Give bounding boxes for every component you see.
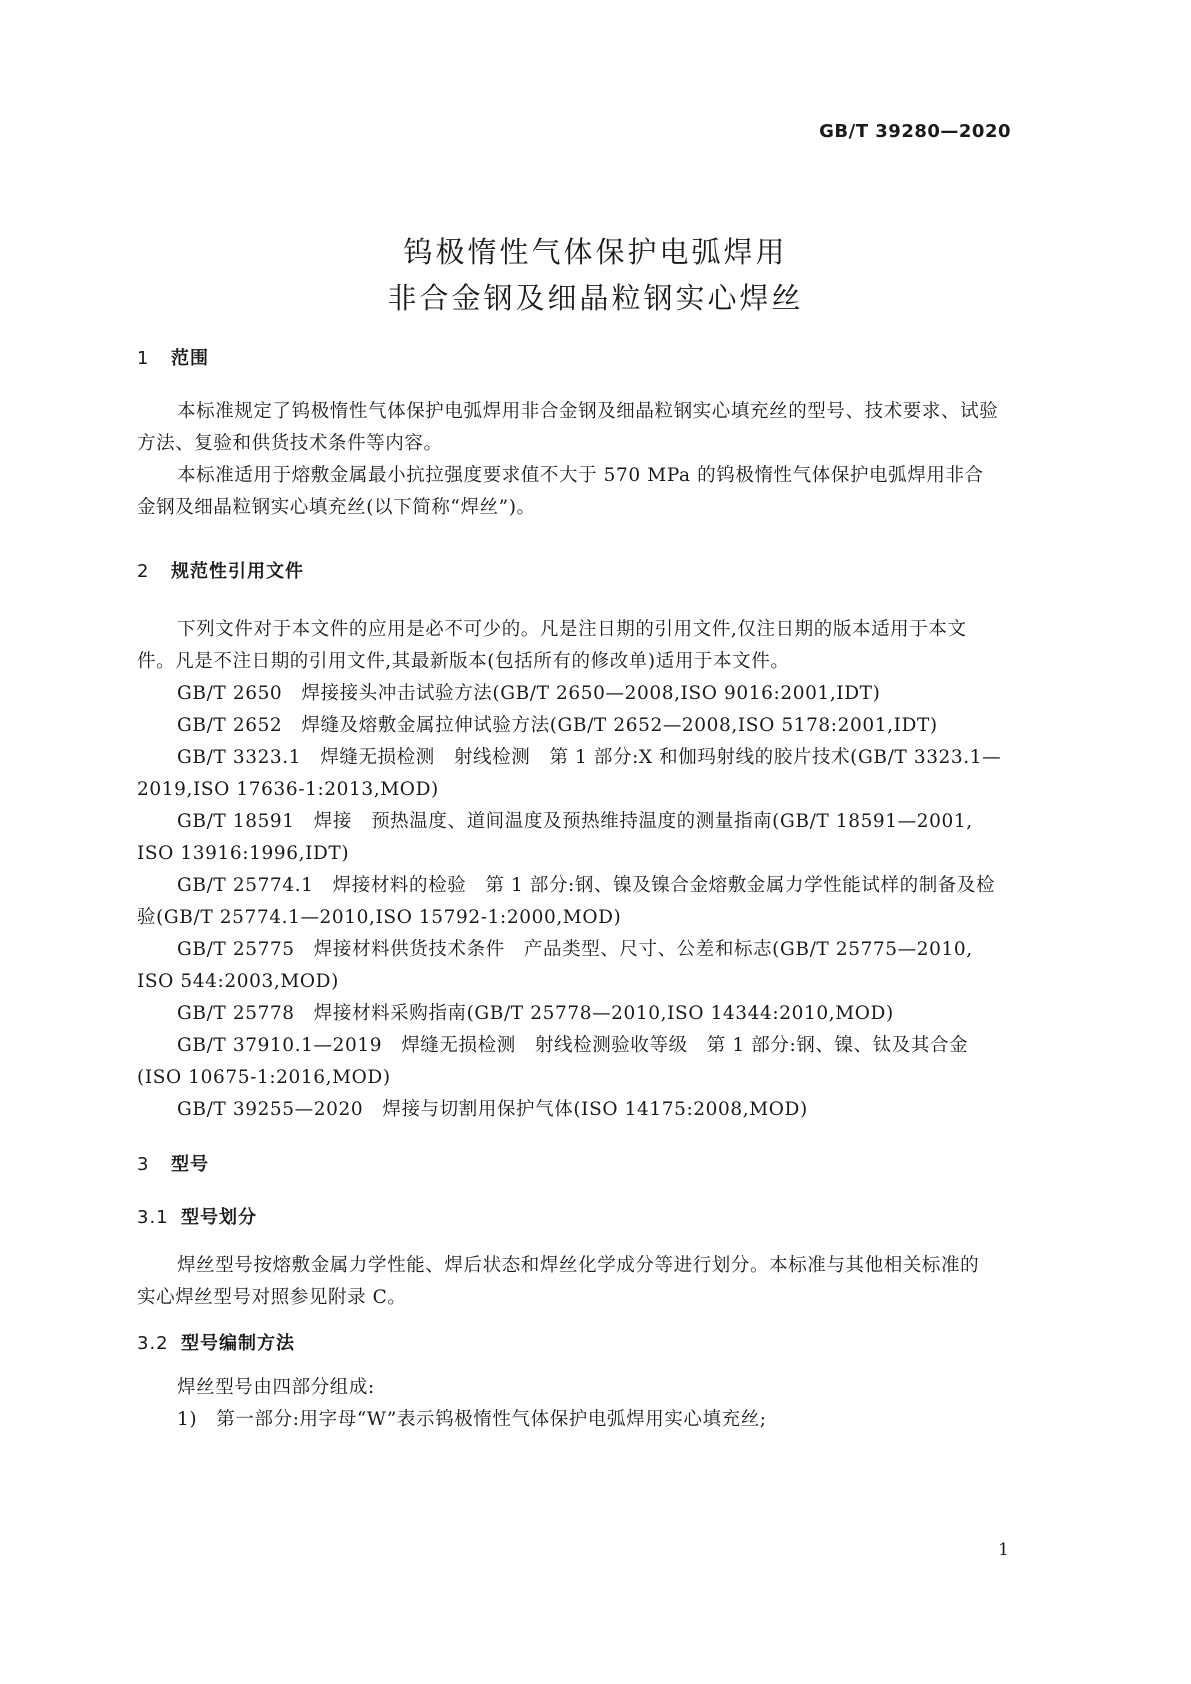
paragraph-line: 本标准规定了钨极惰性气体保护电弧焊用非合金钢及细晶粒钢实心填充丝的型号、技术要求、试验: [177, 401, 999, 422]
section-number: 3: [137, 1154, 150, 1175]
section-heading-2: [137, 557, 304, 583]
paragraph-line: 焊丝型号按熔敷金属力学性能、焊后状态和焊丝化学成分等进行划分。本标准与其他相关标准的: [177, 1255, 980, 1276]
paragraph-line: 下列文件对于本文件的应用是必不可少的。凡是注日期的引用文件,仅注日期的版本适用于本文: [177, 619, 967, 640]
section-number: 3.2: [137, 1333, 169, 1354]
reference-entry: GB/T 25775 焊接材料供货技术条件 产品类型、尺寸、公差和标志(GB/T 25775—2010,: [177, 939, 973, 960]
section-heading-1: [137, 344, 209, 370]
reference-entry-continued: ISO 13916:1996,IDT): [137, 843, 350, 864]
section-heading-3: [137, 1150, 209, 1176]
reference-entry-continued: 验(GB/T 25774.1—2010,ISO 15792-1:2000,MOD): [137, 907, 622, 928]
reference-entry: GB/T 2652 焊缝及熔敷金属拉伸试验方法(GB/T 2652—2008,ISO 5178:2001,IDT): [177, 715, 938, 736]
reference-entry-continued: (ISO 10675-1:2016,MOD): [137, 1067, 391, 1088]
paragraph-line: 焊丝型号由四部分组成:: [177, 1377, 375, 1398]
paragraph-line: 件。凡是不注日期的引用文件,其最新版本(包括所有的修改单)适用于本文件。: [137, 651, 790, 672]
section-title: 型号编制方法: [181, 1333, 295, 1354]
reference-entry-continued: ISO 544:2003,MOD): [137, 971, 339, 992]
reference-entry: GB/T 37910.1—2019 焊缝无损检测 射线检测验收等级 第 1 部分:钢、镍、钛及其合金: [177, 1035, 969, 1056]
paragraph-line: 方法、复验和供货技术条件等内容。: [137, 433, 443, 454]
section-title: 规范性引用文件: [171, 561, 304, 582]
section-heading-3-2: [137, 1329, 295, 1355]
reference-entry: GB/T 3323.1 焊缝无损检测 射线检测 第 1 部分:X 和伽玛射线的胶片技术(GB/T 3323.1—: [177, 747, 1002, 768]
section-number: 3.1: [137, 1207, 169, 1228]
reference-entry-continued: 2019,ISO 17636-1:2013,MOD): [137, 779, 439, 800]
section-title: 型号: [171, 1154, 209, 1175]
section-number: 1: [137, 348, 150, 369]
paragraph-line: 本标准适用于熔敷金属最小抗拉强度要求值不大于 570 MPa 的钨极惰性气体保护电弧焊用非合: [177, 465, 984, 486]
document-title-line-2: 非合金钢及细晶粒钢实心焊丝: [387, 281, 804, 315]
paragraph-line: 金钢及细晶粒钢实心填充丝(以下简称“焊丝”)。: [137, 497, 536, 518]
standard-code: GB/T 39280—2020: [819, 121, 1011, 142]
reference-entry: GB/T 18591 焊接 预热温度、道间温度及预热维持温度的测量指南(GB/T 18591—2001,: [177, 811, 973, 832]
paragraph-line: 实心焊丝型号对照参见附录 C。: [137, 1287, 407, 1308]
document-title-line-1: 钨极惰性气体保护电弧焊用: [403, 235, 788, 269]
reference-entry: GB/T 39255—2020 焊接与切割用保护气体(ISO 14175:2008,MOD): [177, 1099, 808, 1120]
section-title: 范围: [171, 348, 209, 369]
reference-entry: GB/T 25774.1 焊接材料的检验 第 1 部分:钢、镍及镍合金熔敷金属力学性能试样的制备及检: [177, 875, 996, 896]
list-item: 1) 第一部分:用字母“W”表示钨极惰性气体保护电弧焊用实心填充丝;: [177, 1409, 767, 1430]
section-number: 2: [137, 561, 150, 582]
reference-entry: GB/T 2650 焊接接头冲击试验方法(GB/T 2650—2008,ISO 9016:2001,IDT): [177, 683, 881, 704]
reference-entry: GB/T 25778 焊接材料采购指南(GB/T 25778—2010,ISO 14344:2010,MOD): [177, 1003, 894, 1024]
page-number: 1: [998, 1540, 1009, 1560]
section-title: 型号划分: [181, 1207, 257, 1228]
section-heading-3-1: [137, 1203, 257, 1229]
